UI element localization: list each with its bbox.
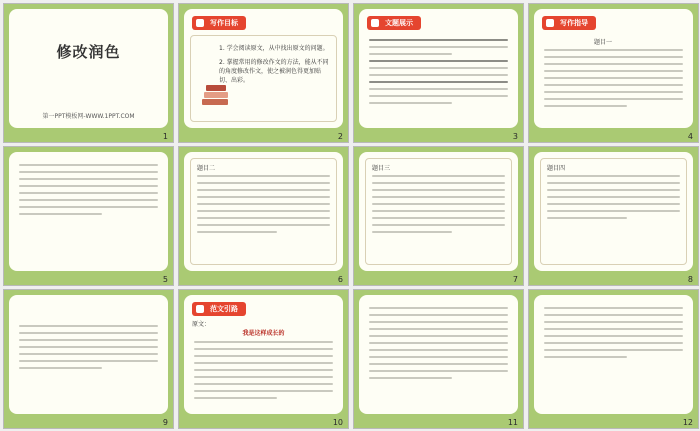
slide-thumb-9[interactable]: [3, 289, 174, 429]
slide-number: 12: [682, 418, 693, 427]
text-block: [547, 175, 680, 224]
slide-thumb-12[interactable]: [528, 289, 699, 429]
text-block: [372, 175, 505, 238]
slide-canvas: [184, 9, 343, 128]
slide-thumb-4[interactable]: [528, 3, 699, 143]
slide-thumb-5[interactable]: [3, 146, 174, 286]
slide-heading: 原文：: [192, 321, 211, 328]
slide-thumb-8[interactable]: [528, 146, 699, 286]
slide-heading: 题目二: [197, 165, 216, 172]
slide-canvas: [9, 9, 168, 128]
goal-item: 1. 学会阅读原文，从中找出原文的问题。: [219, 45, 329, 52]
slide-number: 1: [162, 132, 168, 141]
text-block: [544, 49, 683, 112]
slide-thumb-10[interactable]: [178, 289, 349, 429]
slide-thumb-3[interactable]: [353, 3, 524, 143]
slide-canvas: [184, 152, 343, 271]
slide-canvas: [534, 295, 693, 414]
slide-canvas: [184, 295, 343, 414]
slide-heading: 题目四: [547, 165, 566, 172]
text-block: [19, 325, 158, 374]
slide-number: 10: [332, 418, 343, 427]
slide-canvas: [9, 295, 168, 414]
text-block: [197, 175, 330, 238]
slide-canvas: [534, 9, 693, 128]
slide-number: 6: [337, 275, 343, 284]
essay-title: 我是这样成长的: [242, 330, 285, 337]
text-block: [369, 307, 508, 384]
text-block: [369, 39, 508, 109]
slide-thumb-6[interactable]: [178, 146, 349, 286]
slide-number: 7: [512, 275, 518, 284]
section-tag: 范文引路: [192, 302, 246, 316]
slide-canvas: [359, 295, 518, 414]
slide-canvas: [359, 152, 518, 271]
section-tag: 文题展示: [367, 16, 421, 30]
slide-thumb-11[interactable]: [353, 289, 524, 429]
slide-heading: 题目三: [372, 165, 391, 172]
books-icon: [202, 83, 232, 113]
text-block: [544, 307, 683, 363]
goal-item: 2. 掌握常用的修改作文的方法，能从不同的角度修改作文，使之被润色得更加贴切、出彩。: [219, 59, 329, 84]
slide-title: 修改润色: [56, 43, 121, 61]
slide-number: 8: [687, 275, 693, 284]
slide-thumb-2[interactable]: [178, 3, 349, 143]
slide-number: 11: [507, 418, 518, 427]
text-block: [194, 341, 333, 404]
content-frame: [540, 158, 687, 265]
slide-number: 9: [162, 418, 168, 427]
content-frame: [190, 158, 337, 265]
slide-thumb-1[interactable]: [3, 3, 174, 143]
section-tag: 写作目标: [192, 16, 246, 30]
slide-heading: 题目一: [594, 39, 613, 46]
slide-number: 2: [337, 132, 343, 141]
slide-canvas: [534, 152, 693, 271]
slide-footer: 第一PPT模板网-WWW.1PPT.COM: [42, 113, 135, 120]
slide-number: 5: [162, 275, 168, 284]
slide-number: 3: [512, 132, 518, 141]
content-frame: [365, 158, 512, 265]
slide-canvas: [359, 9, 518, 128]
section-tag: 写作指导: [542, 16, 596, 30]
text-block: [19, 164, 158, 220]
slide-number: 4: [687, 132, 693, 141]
slide-canvas: [9, 152, 168, 271]
slide-thumb-7[interactable]: [353, 146, 524, 286]
